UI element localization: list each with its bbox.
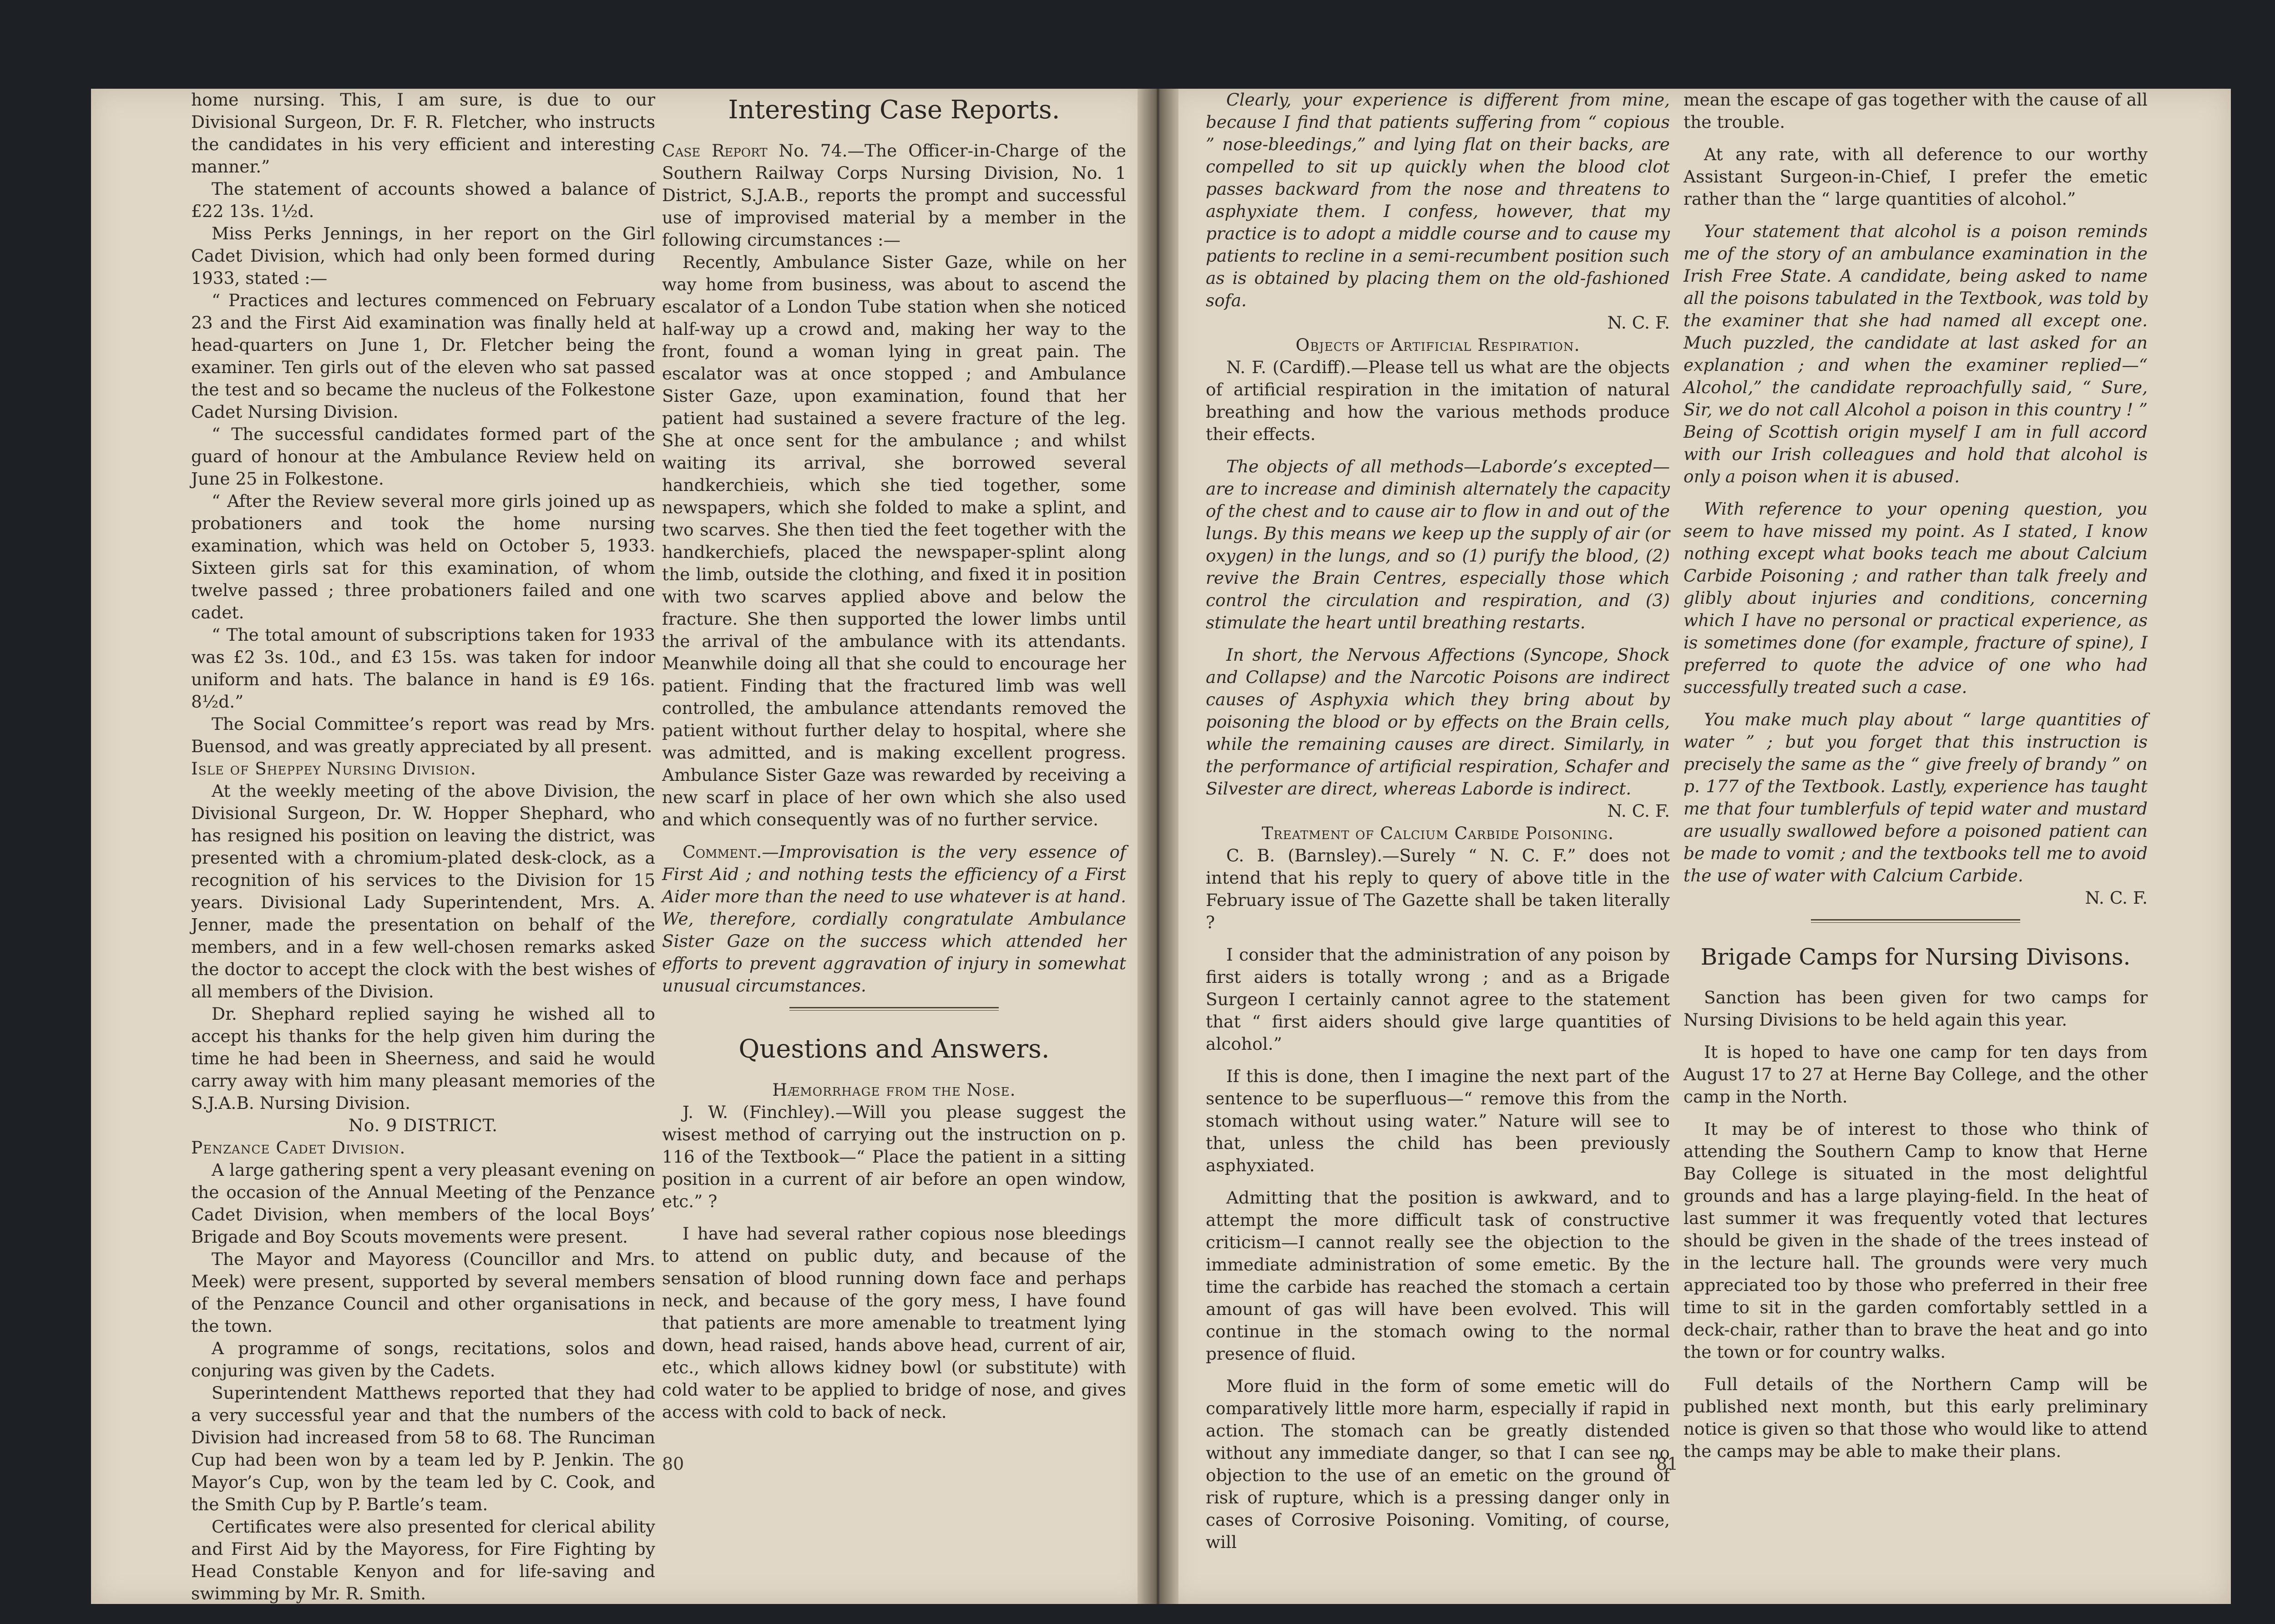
question-heading: Treatment of Calcium Carbide Poisoning. bbox=[1261, 823, 1614, 843]
paragraph bbox=[662, 140, 1126, 251]
answer-paragraph: The objects of all methods—Laborde’s excepted—are to increase and diminish alternately the capacity of the chest and to cause air to flow in and out of the lungs. By this means we keep up the supply of air (or oxygen) in the lungs, and so (1) purify the blood, (2) revive the Brain Centres, especially those which control the circulation and respiration, and (3) stimulate the heart until breathing restarts. bbox=[1206, 456, 1670, 632]
question-heading: Hæmorrhage from the Nose. bbox=[772, 1080, 1016, 1100]
paragraph: Full details of the Northern Camp will be published next month, but this early preliminary notice is given so that those who would like to attend the camps may be able to make their plans. bbox=[1684, 1374, 2148, 1461]
paragraph: home nursing. This, I am sure, is due to our Divisional Surgeon, Dr. F. R. Fletcher, who instructs the candidates in his very efficient and interesting manner.” bbox=[191, 90, 655, 177]
paragraph: Recently, Ambulance Sister Gaze, while on her way home from business, was about to ascend the escalator of a London Tube station when she noticed half-way up a crowd and, making her way to the front, found a woman lying in great pain. The escalator was at once stopped ; and Ambulance Sister Gaze, upon examination, found that her patient had sustained a severe fracture of the leg. She at once sent for the ambulance ; and whilst waiting its arrival, she borrowed several handkerchieis, which she tied together, some newspapers, which she folded to make a splint, and two scarves. She then tied the feet together with the handkerchiefs, placed the newspaper-splint along the limb, outside the clothing, and fixed it in position with two scarves applied above and below the fracture. She then supported the lower limbs until the arrival of the ambulance with its attendants. Meanwhile doing all that she could to encourage her patient. Finding that the fractured limb was well controlled, the ambulance attendants removed the patient without further delay to hospital, where she was admitted, and is making excellent progress. Ambulance Sister Gaze was rewarded by receiving a new scarf in place of her own which she also used and which consequently was of no further service. bbox=[662, 252, 1126, 830]
paragraph: mean the escape of gas together with the cause of all the trouble. bbox=[1684, 90, 2148, 132]
paragraph: “ The successful candidates formed part of the guard of honour at the Ambulance Review held on June 25 in Folkestone. bbox=[191, 424, 655, 489]
article-title: Interesting Case Reports. bbox=[728, 95, 1060, 125]
section-heading: Penzance Cadet Division. bbox=[191, 1138, 406, 1158]
paragraph: “ Practices and lectures commenced on February 23 and the First Aid examination was finally held at head-quarters on June 1, Dr. Fletcher being the examiner. Ten girls out of the eleven who sat passed the test and so became the nucleus of the Folkestone Cadet Nursing Division. bbox=[191, 290, 655, 422]
paragraph: Superintendent Matthews reported that they had a very successful year and that the numbers of the Division had increased from 58 to 68. The Runciman Cup had been won by a team led by P. Jenkin. The Mayor’s Cup, won by the team led by C. Cook, and the Smith Cup by P. Bartle’s team. bbox=[191, 1383, 655, 1514]
paragraph: I consider that the administration of any poison by first aiders is totally wrong ; and as a Brigade Surgeon I certainly cannot agree to the statement that “ first aiders should give large quantities of alcohol.” bbox=[1206, 945, 1670, 1054]
book-gutter bbox=[1138, 89, 1178, 1604]
paragraph: I have had several rather copious nose bleedings to attend on public duty, and because of the sensation of blood running down face and perhaps neck, and because of the gory mess, I have found that patients are more amenable to treatment lying down, head raised, hands above head, current of air, etc., which allows kidney bowl (or substitute) with cold water to be applied to bridge of nose, and gives access with cold to back of neck. bbox=[662, 1224, 1126, 1422]
paragraph: The statement of accounts showed a balance of £22 13s. 1½d. bbox=[191, 179, 655, 221]
paragraph-text: No. 74.—The Officer-in-Charge of the Southern Railway Corps Nursing Division, No. 1 District, S.J.A.B., reports the prompt and successful use of improvised material by a member in the following circumstances :— bbox=[662, 141, 1127, 250]
comment-paragraph bbox=[662, 841, 1126, 997]
paragraph: More fluid in the form of some emetic will do comparatively little more harm, especially if rapid in action. The stomach can be greatly distended without any immediate danger, so that I can see no objection to the use of an emetic on the ground of risk of rupture, which is a pressing danger only in cases of Corrosive Poisoning. Vomiting, of course, will bbox=[1206, 1376, 1670, 1552]
signature: N. C. F. bbox=[1607, 801, 1670, 821]
paragraph: At any rate, with all deference to our worthy Assistant Surgeon-in-Chief, I prefer the emetic rather than the “ large quantities of alcohol.” bbox=[1684, 144, 2148, 209]
divider bbox=[789, 1007, 999, 1011]
paragraph: A large gathering spent a very pleasant evening on the occasion of the Annual Meeting of the Penzance Cadet Division, when members of the local Boys’ Brigade and Boy Scouts movements were present. bbox=[191, 1160, 655, 1247]
column-4 bbox=[1684, 89, 2148, 1462]
paragraph: Sanction has been given for two camps for Nursing Divisions to be held again this year. bbox=[1684, 987, 2148, 1030]
paragraph: Miss Perks Jennings, in her report on the Girl Cadet Division, which had only been formed during 1933, stated :— bbox=[191, 223, 655, 288]
signature: N. C. F. bbox=[1607, 313, 1670, 333]
paragraph: Certificates were also presented for clerical ability and First Aid by the Mayoress, for Fire Fighting by Head Constable Kenyon and for life-saving and swimming by Mr. R. Smith. bbox=[191, 1517, 655, 1604]
article-title: Questions and Answers. bbox=[738, 1034, 1050, 1064]
paragraph: Dr. Shephard replied saying he wished all to accept his thanks for the help given him during the time he had been in Sheerness, and said he would carry away with him many pleasant memories of the S.J.A.B. Nursing Division. bbox=[191, 1004, 655, 1113]
paragraph: “ After the Review several more girls joined up as probationers and took the home nursing examination, which was held on October 5, 1933. Sixteen girls sat for this examination, of whom twelve passed ; three probationers failed and one cadet. bbox=[191, 491, 655, 622]
divider bbox=[1811, 919, 2020, 923]
paragraph: The Social Committee’s report was read by Mrs. Buensod, and was greatly appreciated by all present. bbox=[191, 714, 655, 756]
paragraph: It is hoped to have one camp for ten days from August 17 to 27 at Herne Bay College, and the other camp in the North. bbox=[1684, 1042, 2148, 1107]
paragraph: “ The total amount of subscriptions taken for 1933 was £2 3s. 10d., and £3 15s. was taken for indoor uniform and hats. The balance in hand is £9 16s. 8½d.” bbox=[191, 625, 655, 712]
paragraph: Admitting that the position is awkward, and to attempt the more difficult task of constructive criticism—I cannot really see the objection to the immediate administration of some emetic. By the time the carbide has reached the stomach a certain amount of gas will have been evolved. This will continue in the stomach owing to the normal presence of fluid. bbox=[1206, 1188, 1670, 1364]
case-report-label: Case Report bbox=[662, 141, 768, 161]
paragraph: If this is done, then I imagine the next part of the sentence to be superfluous—“ remove this from the stomach without using water.” Nature will see to that, unless the child has been previously asphyxiated. bbox=[1206, 1066, 1670, 1175]
column-3 bbox=[1206, 89, 1670, 1553]
column-2 bbox=[662, 89, 1126, 1423]
page-number-left: 80 bbox=[662, 1454, 684, 1474]
paragraph: A programme of songs, recitations, solos and conjuring was given by the Cadets. bbox=[191, 1338, 655, 1381]
paragraph: J. W. (Finchley).—Will you please suggest the wisest method of carrying out the instruction on p. 116 of the Textbook—“ Place the patient in a sitting position in a current of air before an open window, etc.” ? bbox=[662, 1102, 1126, 1211]
column-1 bbox=[191, 89, 655, 1605]
answer-paragraph: Clearly, your experience is different from mine, because I find that patients suffering from “ copious ” nose-bleedings,” and lying flat on their backs, are compelled to sit up quickly when the blood clot passes backward from the nose and threatens to asphyxiate them. I confess, however, that my practice is to adopt a middle course and to cause my patients to recline in a semi-recumbent position such as is obtained by placing them on the old-fashioned sofa. bbox=[1206, 90, 1670, 310]
answer-paragraph: With reference to your opening question, you seem to have missed my point. As I stated, I know nothing except what books teach me about Calcium Carbide Poisoning ; and rather than talk freely and glibly about injuries and conditions, concerning which I have no personal or practical experience, as is sometimes done (for example, fracture of spine), I preferred to quote the advice of one who had successfully treated such a case. bbox=[1684, 499, 2148, 697]
paragraph: The Mayor and Mayoress (Councillor and Mrs. Meek) were present, supported by several members of the Penzance Council and other organisations in the town. bbox=[191, 1249, 655, 1336]
comment-text: —Improvisation is the very essence of First Aid ; and nothing tests the efficiency of a First Aider more than the need to use whatever is at hand. We, therefore, cordially congratulate Ambulance Sister Gaze on the success which attended her efforts to prevent aggravation of injury in somewhat unusual circumstances. bbox=[662, 842, 1126, 996]
comment-label: Comment. bbox=[682, 842, 762, 862]
paragraph: It may be of interest to those who think of attending the Southern Camp to know that Herne Bay College is situated in the most delightful grounds and has a large playing-field. In the heat of last summer it was frequently voted that lectures should be given in the shade of the trees instead of in the lecture hall. The grounds were very much appreciated too by those who preferred in their free time to sit in the garden comfortably settled in a deck-chair, rather than to brave the heat and go into the town or for country walks. bbox=[1684, 1119, 2148, 1362]
paragraph: N. F. (Cardiff).—Please tell us what are the objects of artificial respiration in the imitation of natural breathing and how the various methods produce their effects. bbox=[1206, 357, 1670, 444]
article-title: Brigade Camps for Nursing Divisons. bbox=[1700, 944, 2131, 970]
district-heading: No. 9 DISTRICT. bbox=[348, 1115, 498, 1135]
answer-paragraph: In short, the Nervous Affections (Syncope, Shock and Collapse) and the Narcotic Poisons are indirect causes of Asphyxia which they bring about by poisoning the blood or by effects on the Brain cells, while the remaining causes are direct. Similarly, in the performance of artificial respiration, Schafer and Silvester are direct, whereas Laborde is indirect. bbox=[1206, 645, 1670, 799]
paragraph: At the weekly meeting of the above Division, the Divisional Surgeon, Dr. W. Hopper Shephard, who has resigned his position on leaving the district, was presented with a chromium-plated desk-clock, as a recognition of his services to the Division for 15 years. Divisional Lady Superintendent, Mrs. A. Jenner, made the presentation on behalf of the members, and in a few well-chosen remarks asked the doctor to accept the clock with the best wishes of all members of the Division. bbox=[191, 781, 655, 1002]
signature: N. C. F. bbox=[2085, 888, 2148, 908]
page-number-right: 81 bbox=[1656, 1454, 1678, 1474]
paragraph: C. B. (Barnsley).—Surely “ N. C. F.” does not intend that his reply to query of above title in the February issue of The Gazette shall be taken literally ? bbox=[1206, 845, 1670, 932]
answer-paragraph: You make much play about “ large quantities of water ” ; but you forget that this instruction is precisely the same as the “ give freely of brandy ” on p. 177 of the Textbook. Lastly, experience has taught me that four tumblerfuls of tepid water and mustard are usually swallowed before a poisoned patient can be made to vomit ; and the textbooks tell me to avoid the use of water with Calcium Carbide. bbox=[1684, 709, 2148, 885]
question-heading: Objects of Artificial Respiration. bbox=[1295, 335, 1580, 355]
section-heading: Isle of Sheppey Nursing Division. bbox=[191, 759, 476, 779]
answer-paragraph: Your statement that alcohol is a poison reminds me of the story of an ambulance examination in the Irish Free State. A candidate, being asked to name all the poisons tabulated in the Textbook, was told by the examiner that she had named all except one. Much puzzled, the candidate at last asked for an explanation ; and when the examiner replied—“ Alcohol,” the candidate reproachfully said, “ Sure, Sir, we do not call Alcohol a poison in this country ! ” Being of Scottish origin myself I am in full accord with our Irish colleagues and hold that alcohol is only a poison when it is abused. bbox=[1684, 221, 2148, 486]
